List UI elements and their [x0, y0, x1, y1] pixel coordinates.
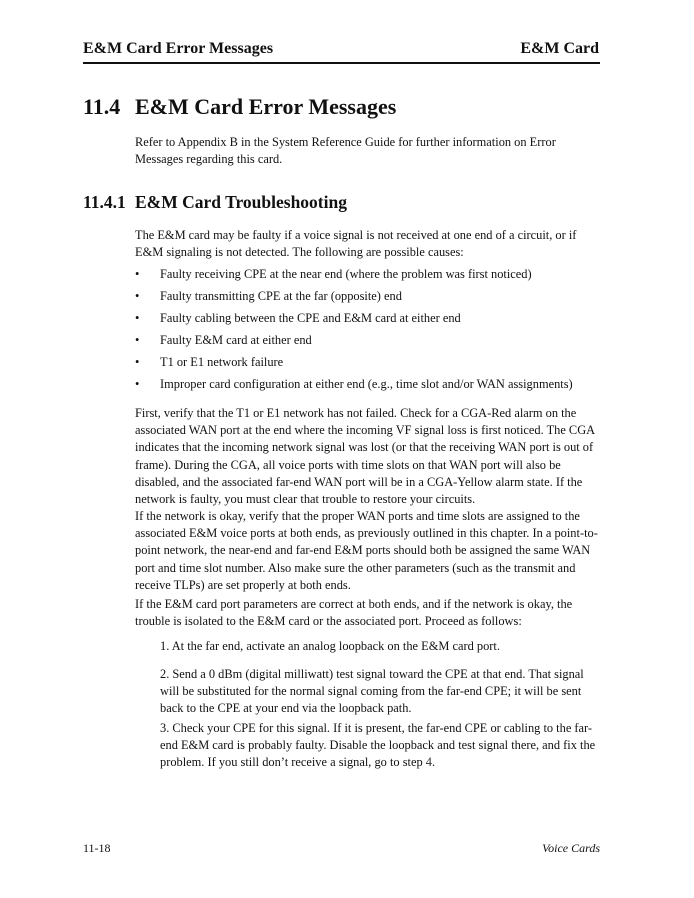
section-intro: Refer to Appendix B in the System Reference Guide for further information on Error Messages regarding this card. [135, 135, 556, 167]
subsection-intro: The E&M card may be faulty if a voice signal is not received at one end of a circuit, or if E&M signaling is not detected. The following are possible causes: [135, 228, 577, 260]
bullet-icon: • [135, 355, 140, 369]
bullet-icon: • [135, 289, 140, 303]
network-check-paragraph: First, verify that the T1 or E1 network has not failed. Check for a CGA-Red alarm on the associated WAN port at the end where the incoming VF signal loss is first noticed. The CGA indicates that the incoming network signal was lost (or that the receiving WAN port is out of frame). During the CGA, all voice ports with time slots on that WAN port will also be disabled, and the associated far-end WAN port will be in a CGA-Yellow alarm state. If the network is faulty, you must clear that trouble to restore your circuits. [135, 406, 595, 507]
step-2: 2. Send a 0 dBm (digital milliwatt) test signal toward the CPE at that end. That signal will be substituted for the normal signal coming from the far-end CPE; it will be sent back to the CPE at your end via the loopback path. [160, 667, 584, 716]
subsection-number: 11.4.1 [83, 192, 126, 212]
list-item: • Faulty transmitting CPE at the far (opposite) end [135, 288, 600, 310]
section-number: 11.4 [83, 94, 121, 119]
section-title: E&M Card Error Messages [135, 94, 397, 119]
header-chapter-title: E&M Card Error Messages [83, 40, 274, 57]
list-item: • Faulty cabling between the CPE and E&M card at either end [135, 310, 600, 332]
header-card-title: E&M Card [520, 40, 599, 57]
bullet-icon: • [135, 311, 140, 325]
page-number: 11-18 [83, 841, 111, 855]
section-heading [83, 94, 396, 120]
bullet-icon: • [135, 377, 140, 391]
bullet-icon: • [135, 333, 140, 347]
book-title: Voice Cards [542, 841, 600, 855]
step-1: 1. At the far end, activate an analog loopback on the E&M card port. [160, 639, 500, 653]
step-3: 3. Check your CPE for this signal. If it is present, the far-end CPE or cabling to the far-end E&M card is probably faulty. Disable the loopback and test signal there, and fix the problem. If you still don’t receive a signal, go to step 4. [160, 721, 596, 770]
bullet-icon: • [135, 267, 140, 281]
network-ok-paragraph: If the network is okay, verify that the proper WAN ports and time slots are assigned to the associated E&M voice ports at both ends, as previously outlined in this chapter. In a point-to-point network, the near-end and far-end E&M ports should both be assigned the same WAN port and time slot number. Also make sure the other parameters (such as the transmit and receive TLPs) are set properly at both ends. [135, 509, 598, 592]
header-rule [83, 62, 600, 64]
causes-list [135, 266, 600, 398]
list-item: • T1 or E1 network failure [135, 354, 600, 376]
list-item: • Faulty receiving CPE at the near end (where the problem was first noticed) [135, 266, 600, 288]
list-item: • Improper card configuration at either end (e.g., time slot and/or WAN assignments) [135, 376, 600, 398]
step-4-link[interactable]: 4 [425, 755, 432, 770]
subsection-title: E&M Card Troubleshooting [135, 192, 347, 212]
ports-ok-paragraph: If the E&M card port parameters are correct at both ends, and if the network is okay, the trouble is isolated to the E&M card or the associated port. Proceed as follows: [135, 597, 573, 629]
subsection-heading [83, 192, 347, 213]
running-header [83, 40, 599, 58]
list-item: • Faulty E&M card at either end [135, 332, 600, 354]
